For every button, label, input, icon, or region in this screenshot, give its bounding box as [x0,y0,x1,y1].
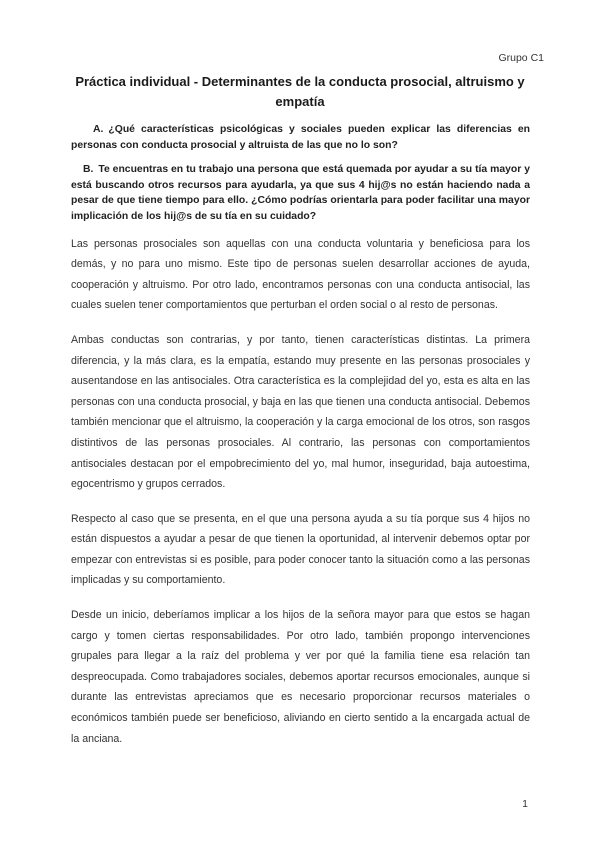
question-a [71,122,530,153]
paragraph-4: Desde un inicio, deberíamos implicar a los hijos de la señora mayor para que estos se hagan cargo y tomen ciertas responsabilidades. Por otro lado, también propongo intervenciones grupales para llegar a la raíz del problema y ver por qué la familia tiene esa relación tan despreocupada. Como trabajadores sociales, debemos aportar recursos emocionales, aunque si durante las entrevistas apreciamos que es necesario proporcionar recursos materiales o económicos también puede ser beneficioso, aliviando en cierto sentido a la encargada actual de la anciana. [71,609,530,745]
question-a-text: ¿Qué características psicológicas y sociales pueden explicar las diferencias en personas con conducta prosocial y altruista de las que no lo son? [71,124,530,151]
group-label: Grupo C1 [498,52,544,64]
question-b [71,162,530,224]
page-number: 1 [522,798,528,810]
question-b-text: Te encuentras en tu trabajo una persona que está quemada por ayudar a su tía mayor y está buscando otros recursos para ayudarla, ya que sus 4 hij@s no están haciendo nada a pesar de que tiene tiempo para ello. ¿Cómo podrías orientarla para poder facilitar una mayor implicación de los hij@s de su tía en su cuidado? [71,164,530,222]
paragraph-2: Ambas conductas son contrarias, y por tanto, tienen características distintas. La primera diferencia, y la más clara, es la empatía, estando muy presente en las personas prosociales y ausentandose en las antisociales. Otra característica es la complejidad del yo, esta es alta en las personas con una conducta prosocial, y baja en las que tienen una conducta antisocial. Debemos también mencionar que el altruismo, la cooperación y la carga emocional de los otros, son rasgos distintivos de las personas prosociales. Al contrario, las personas con comportamientos antisociales destacan por el empobrecimiento del yo, mal humor, inseguridad, baja autoestima, egocentrismo y grupos cerrados. [71,333,530,491]
document-title: Práctica individual - Determinantes de la conducta prosocial, altruismo y empatía [75,74,525,109]
question-a-label: A. [93,124,104,135]
paragraph-3: Respecto al caso que se presenta, en el que una persona ayuda a su tía porque sus 4 hijos no están dispuestos a ayudar a pesar de que tienen la oportunidad, al intervenir debemos optar por empezar con entrevistas si es posible, para poder conocer tanto la situación como a las personas implicadas y su comportamiento. [71,512,530,587]
paragraph-1: Las personas prosociales son aquellas con una conducta voluntaria y beneficiosa para los demás, y no para uno mismo. Este tipo de personas suelen desarrollar acciones de ayuda, cooperación y altruismo. Por otro lado, encontramos personas con una conducta antisocial, las cuales suelen tener comportamientos que perturban el orden social o al resto de personas. [71,237,530,312]
document-body [71,122,530,763]
question-b-label: B. [83,164,94,176]
